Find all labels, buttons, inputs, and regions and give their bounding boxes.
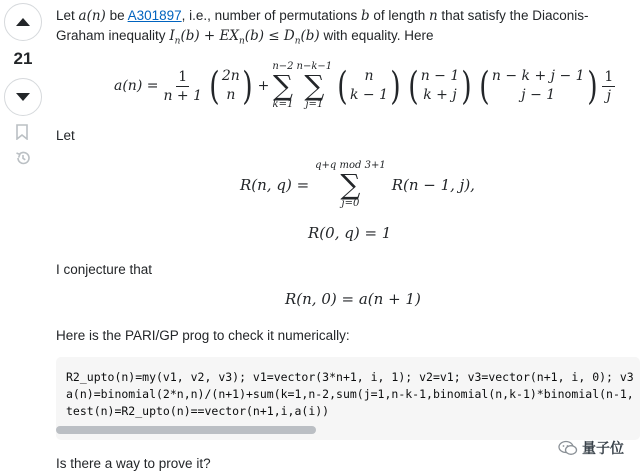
intro-line-1 bbox=[56, 6, 588, 26]
math-sub: n bbox=[239, 36, 245, 47]
intro-line-2 bbox=[56, 26, 434, 52]
watermark-text: 量子位 bbox=[582, 440, 624, 456]
upvote-button[interactable] bbox=[4, 3, 42, 41]
binom-bottom: k − 1 bbox=[350, 87, 389, 103]
watermark bbox=[558, 438, 624, 458]
equation-R-base: R(0, q) = 1 bbox=[308, 224, 392, 242]
vote-count: 21 bbox=[13, 49, 33, 68]
binom-top: 2n bbox=[221, 68, 240, 84]
math-expr: (b) ≤ D bbox=[244, 28, 295, 44]
summation: q+q mod 3+1 ∑ j=0 bbox=[315, 160, 386, 209]
summation: n−2 ∑ k=1 bbox=[272, 61, 294, 110]
sum-lower: k=1 bbox=[272, 99, 294, 110]
frac-num: 1 bbox=[178, 68, 188, 85]
binom-top: n bbox=[364, 68, 374, 84]
math-expr: (b) + EX bbox=[180, 28, 239, 44]
fraction bbox=[602, 68, 615, 105]
frac-den: n + 1 bbox=[163, 87, 203, 104]
binom-bottom: n bbox=[226, 87, 236, 103]
text: that satisfy the Diaconis- bbox=[437, 8, 589, 23]
binomial: ( n − k + j − 1 j − 1 ) bbox=[479, 64, 598, 108]
math-expr: (b) bbox=[300, 28, 320, 44]
text: of length bbox=[369, 8, 429, 23]
downvote-button[interactable] bbox=[4, 78, 42, 116]
let-text: Let bbox=[56, 128, 75, 143]
eq-lhs: R(n, q) = bbox=[240, 176, 310, 194]
math-b: b bbox=[361, 8, 370, 24]
equation-R-def bbox=[240, 158, 475, 212]
code-line: test(n)=R2_upto(n)==vector(n+1,i,a(i)) bbox=[66, 404, 330, 418]
binom-top: n − 1 bbox=[420, 68, 460, 84]
text: be bbox=[105, 8, 128, 23]
sum-upper: q+q mod 3+1 bbox=[315, 160, 386, 171]
question-text: Is there a way to prove it? bbox=[56, 456, 211, 471]
bookmark-button[interactable] bbox=[15, 124, 29, 145]
math-I: I bbox=[169, 28, 175, 44]
oeis-link[interactable]: A301897 bbox=[127, 8, 182, 23]
math-sub: n bbox=[294, 36, 301, 47]
pari-intro-text: Here is the PARI/GP prog to check it numerically: bbox=[56, 328, 350, 343]
binomial: ( 2n n ) bbox=[209, 64, 253, 108]
triangle-down-icon bbox=[15, 92, 31, 102]
fraction bbox=[161, 68, 204, 105]
math-a-n: a(n) bbox=[78, 8, 106, 24]
equation-a-n bbox=[114, 56, 615, 116]
binom-bottom: j − 1 bbox=[521, 87, 556, 103]
triangle-up-icon bbox=[15, 17, 31, 27]
frac-num: 1 bbox=[604, 68, 614, 85]
bookmark-icon bbox=[15, 124, 29, 140]
text: with equality. Here bbox=[319, 28, 434, 43]
history-button[interactable] bbox=[15, 150, 31, 171]
summation: n−k−1 ∑ j=1 bbox=[296, 61, 333, 110]
sum-upper: n−2 bbox=[272, 61, 294, 72]
text: , i.e., number of permutations bbox=[181, 8, 361, 23]
sum-upper: n−k−1 bbox=[296, 61, 333, 72]
conjecture-text: I conjecture that bbox=[56, 262, 153, 277]
binomial: ( n − 1 k + j ) bbox=[408, 64, 472, 108]
text: Graham inequality bbox=[56, 28, 170, 43]
frac-den: j bbox=[606, 87, 611, 104]
math-sub: n bbox=[174, 36, 181, 47]
code-line: R2_upto(n)=my(v1, v2, v3); v1=vector(3*n+1, i, 1); v2=v1; v3=vector(n+1, i, 0); v3 bbox=[66, 370, 634, 384]
equation-conjecture: R(n, 0) = a(n + 1) bbox=[285, 290, 421, 308]
binomial: ( n k − 1 ) bbox=[337, 64, 401, 108]
plus-sign: + bbox=[257, 78, 270, 94]
code-horizontal-scrollbar[interactable] bbox=[56, 426, 316, 434]
eq-rhs: R(n − 1, j), bbox=[391, 176, 475, 194]
sum-lower: j=0 bbox=[341, 198, 360, 209]
sum-lower: j=1 bbox=[305, 99, 324, 110]
code-line: a(n)=binomial(2*n,n)/(n+1)+sum(k=1,n-2,sum(j=1,n-k-1,binomial(n,k-1)*binomial(n-1, bbox=[66, 387, 634, 401]
eq-lhs: a(n) = bbox=[114, 78, 159, 94]
math-n: n bbox=[428, 8, 438, 24]
binom-top: n − k + j − 1 bbox=[491, 68, 585, 84]
text: Let bbox=[56, 8, 79, 23]
wechat-icon bbox=[558, 440, 578, 456]
binom-bottom: k + j bbox=[423, 87, 457, 103]
history-icon bbox=[15, 150, 31, 166]
